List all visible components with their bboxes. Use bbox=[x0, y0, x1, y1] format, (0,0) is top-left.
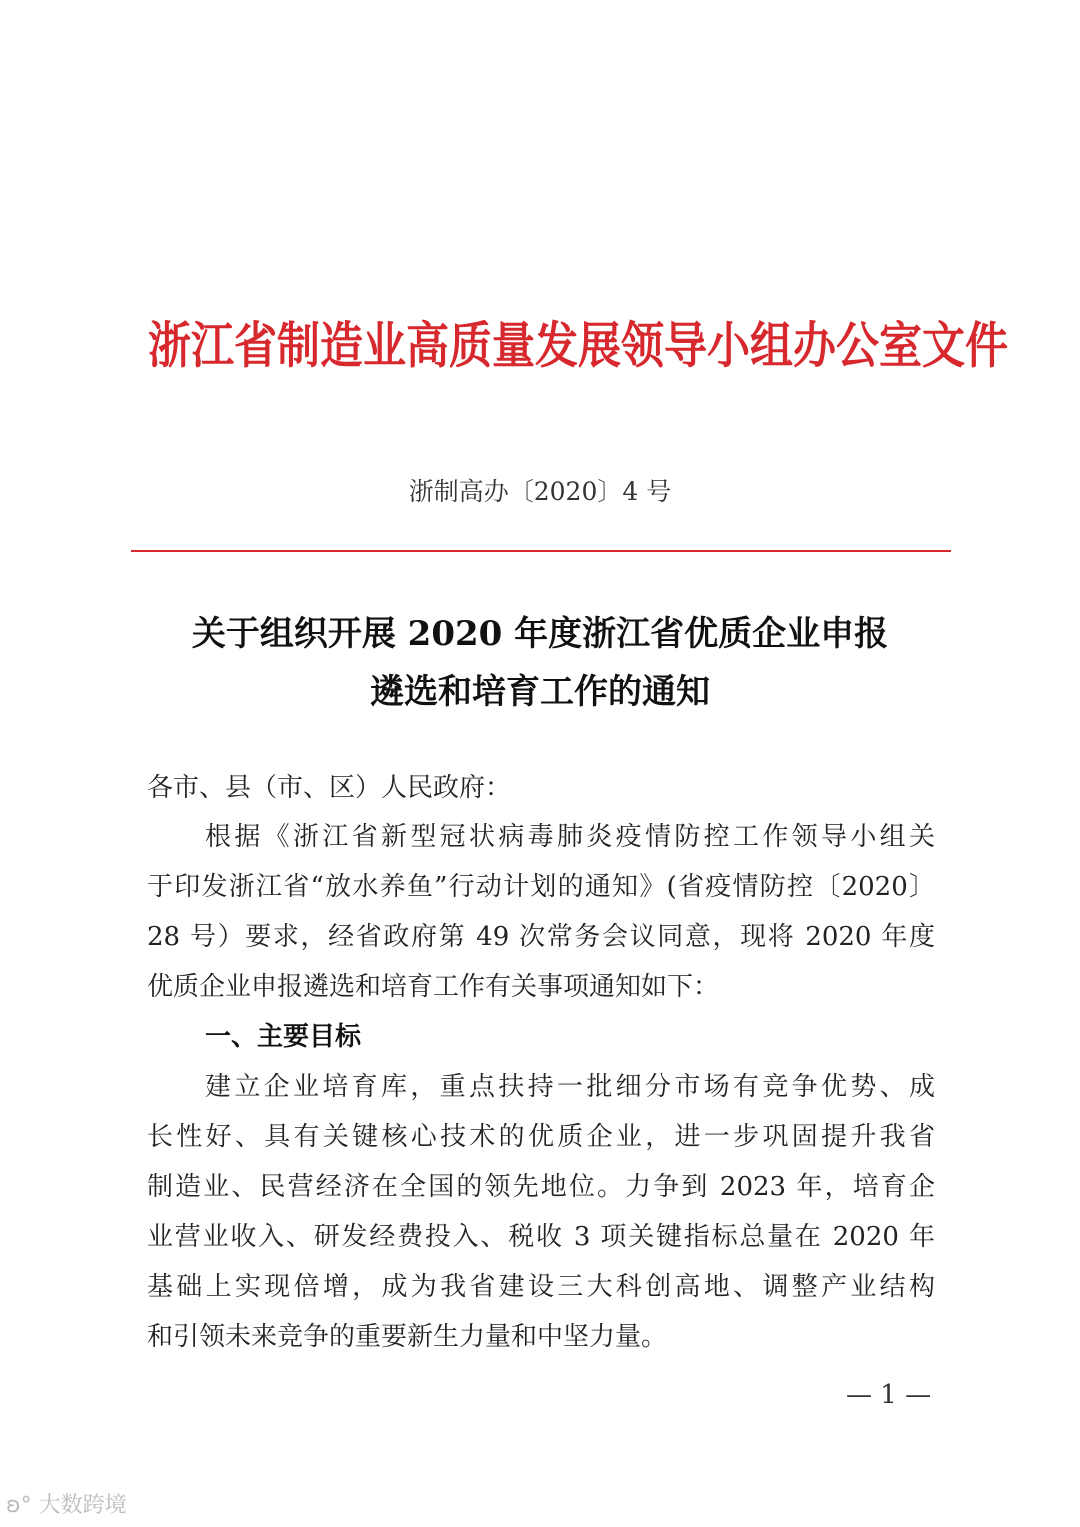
paragraph-line: 28 号）要求，经省政府第 49 次常务会议同意，现将 2020 年度 bbox=[147, 922, 935, 952]
title-line-2: 遴选和培育工作的通知 bbox=[370, 672, 710, 712]
page-number: — 1 — bbox=[846, 1380, 932, 1410]
paragraph-line: 基础上实现倍增，成为我省建设三大科创高地、调整产业结构 bbox=[147, 1272, 935, 1302]
paragraph-line: 和引领未来竞争的重要新生力量和中坚力量。 bbox=[147, 1322, 668, 1352]
paragraph-line: 建立企业培育库，重点扶持一批细分市场有竞争优势、成 bbox=[205, 1072, 935, 1102]
watermark bbox=[6, 1488, 127, 1519]
paragraph-line: 制造业、民营经济在全国的领先地位。力争到 2023 年，培育企 bbox=[147, 1172, 935, 1202]
red-divider bbox=[131, 550, 951, 552]
watermark-logo-icon: ʚ° bbox=[6, 1493, 39, 1518]
salutation: 各市、县（市、区）人民政府： bbox=[147, 773, 512, 803]
paragraph-line: 优质企业申报遴选和培育工作有关事项通知如下： bbox=[147, 972, 720, 1002]
document-number: 浙制高办〔2020〕4 号 bbox=[408, 477, 672, 506]
paragraph-line: 长性好、具有关键核心技术的优质企业，进一步巩固提升我省 bbox=[147, 1122, 935, 1152]
paragraph-line: 根据《浙江省新型冠状病毒肺炎疫情防控工作领导小组关 bbox=[205, 822, 935, 852]
section-heading: 一、主要目标 bbox=[205, 1022, 362, 1052]
watermark-text: 大数跨境 bbox=[38, 1493, 127, 1518]
paragraph-line: 业营业收入、研发经费投入、税收 3 项关键指标总量在 2020 年 bbox=[147, 1222, 935, 1252]
paragraph-line: 于印发浙江省“放水养鱼”行动计划的通知》(省疫情防控〔2020〕 bbox=[147, 872, 935, 902]
title-line-1: 关于组织开展 2020 年度浙江省优质企业申报 bbox=[191, 614, 889, 654]
issuer-header: 浙江省制造业高质量发展领导小组办公室文件 bbox=[148, 317, 1008, 376]
